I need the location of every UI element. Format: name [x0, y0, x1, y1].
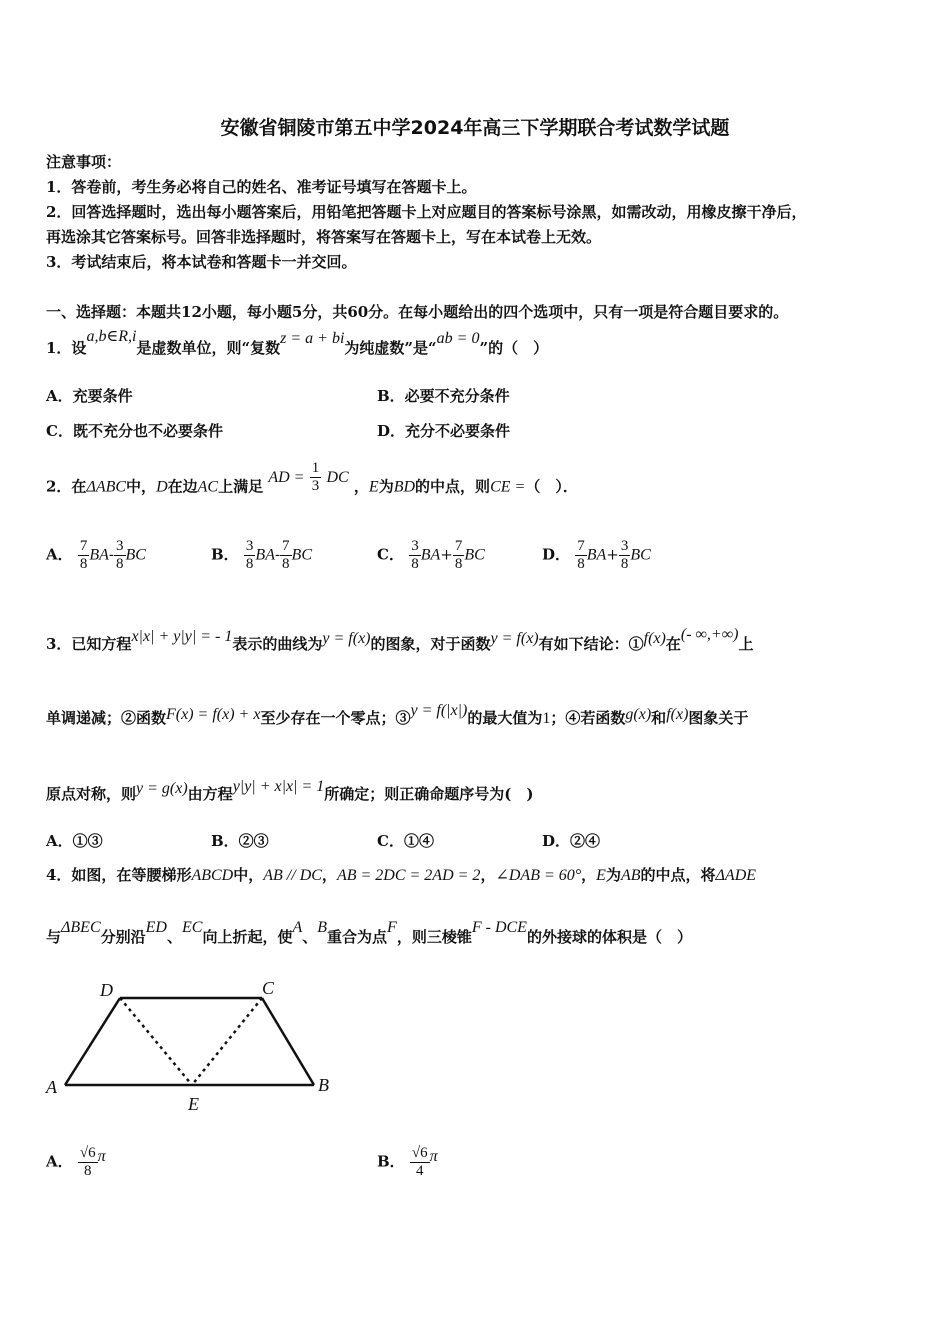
q4-math: AB — [620, 867, 641, 884]
q3-text: 单调递减；②函数 — [46, 709, 167, 727]
q3-math: g(x) — [625, 706, 652, 723]
q4-text: 分别沿 — [100, 928, 146, 946]
q3-text: 所确定；则正确命题序号为( ) — [324, 785, 534, 803]
vector: BC — [291, 546, 312, 564]
section-heading: 一、选择题：本题共12小题，每小题5分，共60分。在每小题给出的四个选项中，只有一项是符合题目要求的。 — [46, 303, 789, 321]
q2-math: CE = — [490, 478, 526, 496]
option-letter: A． — [46, 1152, 73, 1171]
q3-math: y|y| + x|x| = 1 — [232, 778, 325, 795]
question-4-stem — [46, 865, 756, 886]
q4-option-b[interactable] — [377, 1145, 438, 1180]
q3-math: f(x) — [643, 630, 666, 647]
fraction: $\frac{7}{8}$ — [79, 538, 88, 572]
fraction: $\frac{3}{8}$ — [245, 538, 254, 572]
q2-text: （ ）． — [525, 477, 578, 496]
q2-math: E — [368, 478, 379, 496]
option-letter: D． — [542, 545, 571, 564]
pi-symbol: π — [97, 1147, 106, 1165]
q1-option-b[interactable]: B．必要不充分条件 — [377, 387, 510, 405]
q4-math: AB // DC — [263, 867, 322, 884]
fraction: $\frac{3}{8}$ — [411, 538, 419, 572]
q4-option-a[interactable] — [46, 1145, 106, 1180]
notice-heading: 注意事项： — [46, 153, 122, 171]
operator: + — [606, 545, 619, 564]
edge-ad — [65, 998, 120, 1085]
operator: + — [440, 545, 453, 564]
question-3-stem — [46, 626, 754, 655]
q1-math: ab = 0 — [436, 330, 480, 347]
q3-text: ；④若函数 — [550, 709, 626, 727]
q4-math: EC — [181, 919, 203, 936]
q4-text: 、 — [302, 928, 318, 946]
label-b: B — [318, 1075, 329, 1095]
q2-math: DC — [326, 468, 349, 486]
fraction: $\frac{√6}{4}$ — [411, 1145, 428, 1179]
q3-math: y = f(|x|) — [410, 702, 468, 719]
page-title: 安徽省铜陵市第五中学2024年高三下学期联合考试数学试题 — [220, 117, 730, 139]
vector: BA — [255, 546, 275, 564]
vector: BA — [586, 546, 607, 564]
q2-text: 2．在 — [46, 477, 87, 496]
q4-math: AB = 2DC = 2AD = 2 — [336, 867, 481, 884]
q4-math: ΔBEC — [61, 919, 101, 936]
question-2-stem — [46, 460, 578, 505]
q3-math: F(x) = f(x) + x — [166, 706, 261, 723]
q3-math: y = f(x) — [490, 630, 539, 647]
q1-option-a[interactable]: A．充要条件 — [46, 387, 133, 405]
label-d: D — [100, 980, 113, 1000]
q1-option-c[interactable]: C．既不充分也不必要条件 — [46, 422, 223, 440]
q4-text: ， — [581, 866, 597, 884]
vector: BC — [125, 546, 146, 564]
question-4-line-2 — [46, 919, 692, 948]
fraction: $\frac{3}{8}$ — [116, 538, 124, 572]
q4-math: E — [596, 867, 606, 884]
operator: - — [274, 545, 281, 564]
label-e: E — [188, 1094, 199, 1114]
q4-math: ABCD — [191, 867, 234, 884]
q2-text: 上满足 — [218, 477, 264, 496]
q3-text: 至少存在一个零点；③ — [260, 709, 411, 727]
vector: BA — [420, 546, 441, 564]
vector: BC — [464, 546, 485, 564]
q1-option-d[interactable]: D．充分不必要条件 — [377, 422, 511, 440]
q2-fraction: $\frac{1}{3}$ — [311, 460, 320, 494]
label-a: A — [46, 1077, 57, 1097]
question-3-line-2 — [46, 702, 749, 729]
q3-math: y = f(x) — [322, 630, 371, 647]
q3-math: x|x| + y|y| = - 1 — [131, 628, 233, 645]
q2-option-b[interactable] — [211, 538, 312, 573]
vector: BA — [89, 546, 109, 564]
q1-text: 是虚数单位，则“复数 — [136, 339, 281, 357]
q3-text: 由方程 — [187, 785, 233, 803]
q2-math: BD — [393, 478, 416, 496]
fraction: $\frac{7}{8}$ — [577, 538, 585, 572]
q3-math: f(x) — [666, 706, 689, 723]
q2-text: ， — [353, 477, 369, 496]
q2-text: 的中点，则 — [415, 477, 491, 496]
q3-text: 表示的曲线为 — [232, 635, 323, 653]
q2-text: 为 — [378, 477, 394, 496]
q4-text: ， — [321, 866, 337, 884]
q4-text: 中， — [233, 866, 264, 884]
fraction: $\frac{3}{8}$ — [620, 538, 629, 572]
q2-math: AC — [197, 478, 219, 496]
fraction: $\frac{√6}{8}$ — [79, 1145, 96, 1179]
q4-text: 为 — [605, 866, 621, 884]
q4-text: ，则三棱锥 — [396, 928, 472, 946]
q4-math: A — [292, 919, 303, 936]
option-letter: B． — [377, 1152, 405, 1171]
q1-text: 为纯虚数”是“ — [344, 339, 437, 357]
question-3-line-3 — [46, 778, 534, 805]
label-c: C — [262, 978, 275, 998]
q3-text: 3．已知方程 — [46, 635, 132, 653]
q3-text: 图象关于 — [688, 709, 749, 727]
q3-math: 1 — [542, 710, 551, 727]
q4-math: F - DCE — [471, 919, 527, 936]
q4-text: 4．如图，在等腰梯形 — [46, 866, 192, 884]
q2-option-a[interactable] — [46, 538, 146, 573]
q3-math: (- ∞,+∞) — [680, 626, 739, 643]
q4-text: 向上折起，使 — [202, 928, 293, 946]
q3-text: 的最大值为 — [467, 709, 543, 727]
q4-math: ∠DAB = 60° — [495, 867, 582, 884]
q3-text: 有如下结论：① — [538, 635, 644, 653]
q3-option-b[interactable]: B．②③ — [211, 832, 269, 850]
q3-option-c[interactable]: C．①④ — [377, 832, 434, 850]
q4-text: 与 — [46, 928, 62, 946]
fraction: $\frac{7}{8}$ — [454, 538, 463, 572]
notice-item-1: 1．答卷前，考生务必将自己的姓名、准考证号填写在答题卡上。 — [46, 178, 477, 196]
operator: - — [108, 545, 114, 564]
notice-item-2-cont: 再选涂其它答案标号。回答非选择题时，将答案写在答题卡上，写在本试卷上无效。 — [46, 228, 602, 246]
q3-option-d[interactable]: D．②④ — [542, 832, 601, 850]
question-1-stem — [46, 328, 549, 359]
q4-math: F — [387, 919, 397, 936]
q2-option-d[interactable] — [542, 538, 651, 573]
q3-text: 在 — [665, 635, 681, 653]
q4-math: ED — [145, 919, 167, 936]
pi-symbol: π — [429, 1147, 438, 1165]
vector: BC — [630, 546, 651, 564]
q1-text: ”的（ ） — [479, 339, 549, 357]
edge-cb — [262, 998, 314, 1085]
q4-text: ， — [480, 866, 496, 884]
q4-text: 、 — [166, 928, 182, 946]
q4-math: B — [317, 919, 328, 936]
q3-math: y = g(x) — [136, 780, 188, 797]
q4-math: ΔADE — [715, 867, 757, 884]
option-letter: A． — [46, 545, 73, 564]
q4-text: 的中点，将 — [640, 866, 716, 884]
q2-text: 中， — [126, 477, 157, 496]
q2-math: D — [156, 478, 168, 496]
notice-item-2: 2．回答选择题时，选出每小题答案后，用铅笔把答题卡上对应题目的答案标号涂黑，如需改动，用橡皮擦干净后， — [46, 203, 807, 221]
trapezoid-figure — [40, 975, 340, 1115]
q2-math: AD = — [268, 468, 305, 486]
option-letter: B． — [211, 545, 239, 564]
q2-text: 在边 — [167, 477, 198, 496]
notice-item-3: 3．考试结束后，将本试卷和答题卡一并交回。 — [46, 253, 357, 271]
q2-math: ΔABC — [86, 478, 127, 496]
q4-text: 的外接球的体积是（ ） — [526, 928, 692, 946]
q3-text: 的图象，对于函数 — [370, 635, 491, 653]
q1-math: z = a + bi — [280, 330, 345, 347]
q1-math: a,b∈R,i — [86, 328, 137, 345]
q3-text: 上 — [738, 635, 754, 653]
edge-ce-dashed — [192, 998, 262, 1085]
option-letter: C． — [377, 545, 404, 564]
edge-de-dashed — [120, 998, 192, 1085]
q3-text: 原点对称，则 — [46, 785, 137, 803]
q3-option-a[interactable]: A．①③ — [46, 832, 103, 850]
q4-text: 重合为点 — [327, 928, 388, 946]
q2-option-c[interactable] — [377, 538, 485, 573]
q1-text: 1．设 — [46, 339, 87, 357]
q3-text: 和 — [651, 709, 667, 727]
fraction: $\frac{7}{8}$ — [282, 538, 290, 572]
